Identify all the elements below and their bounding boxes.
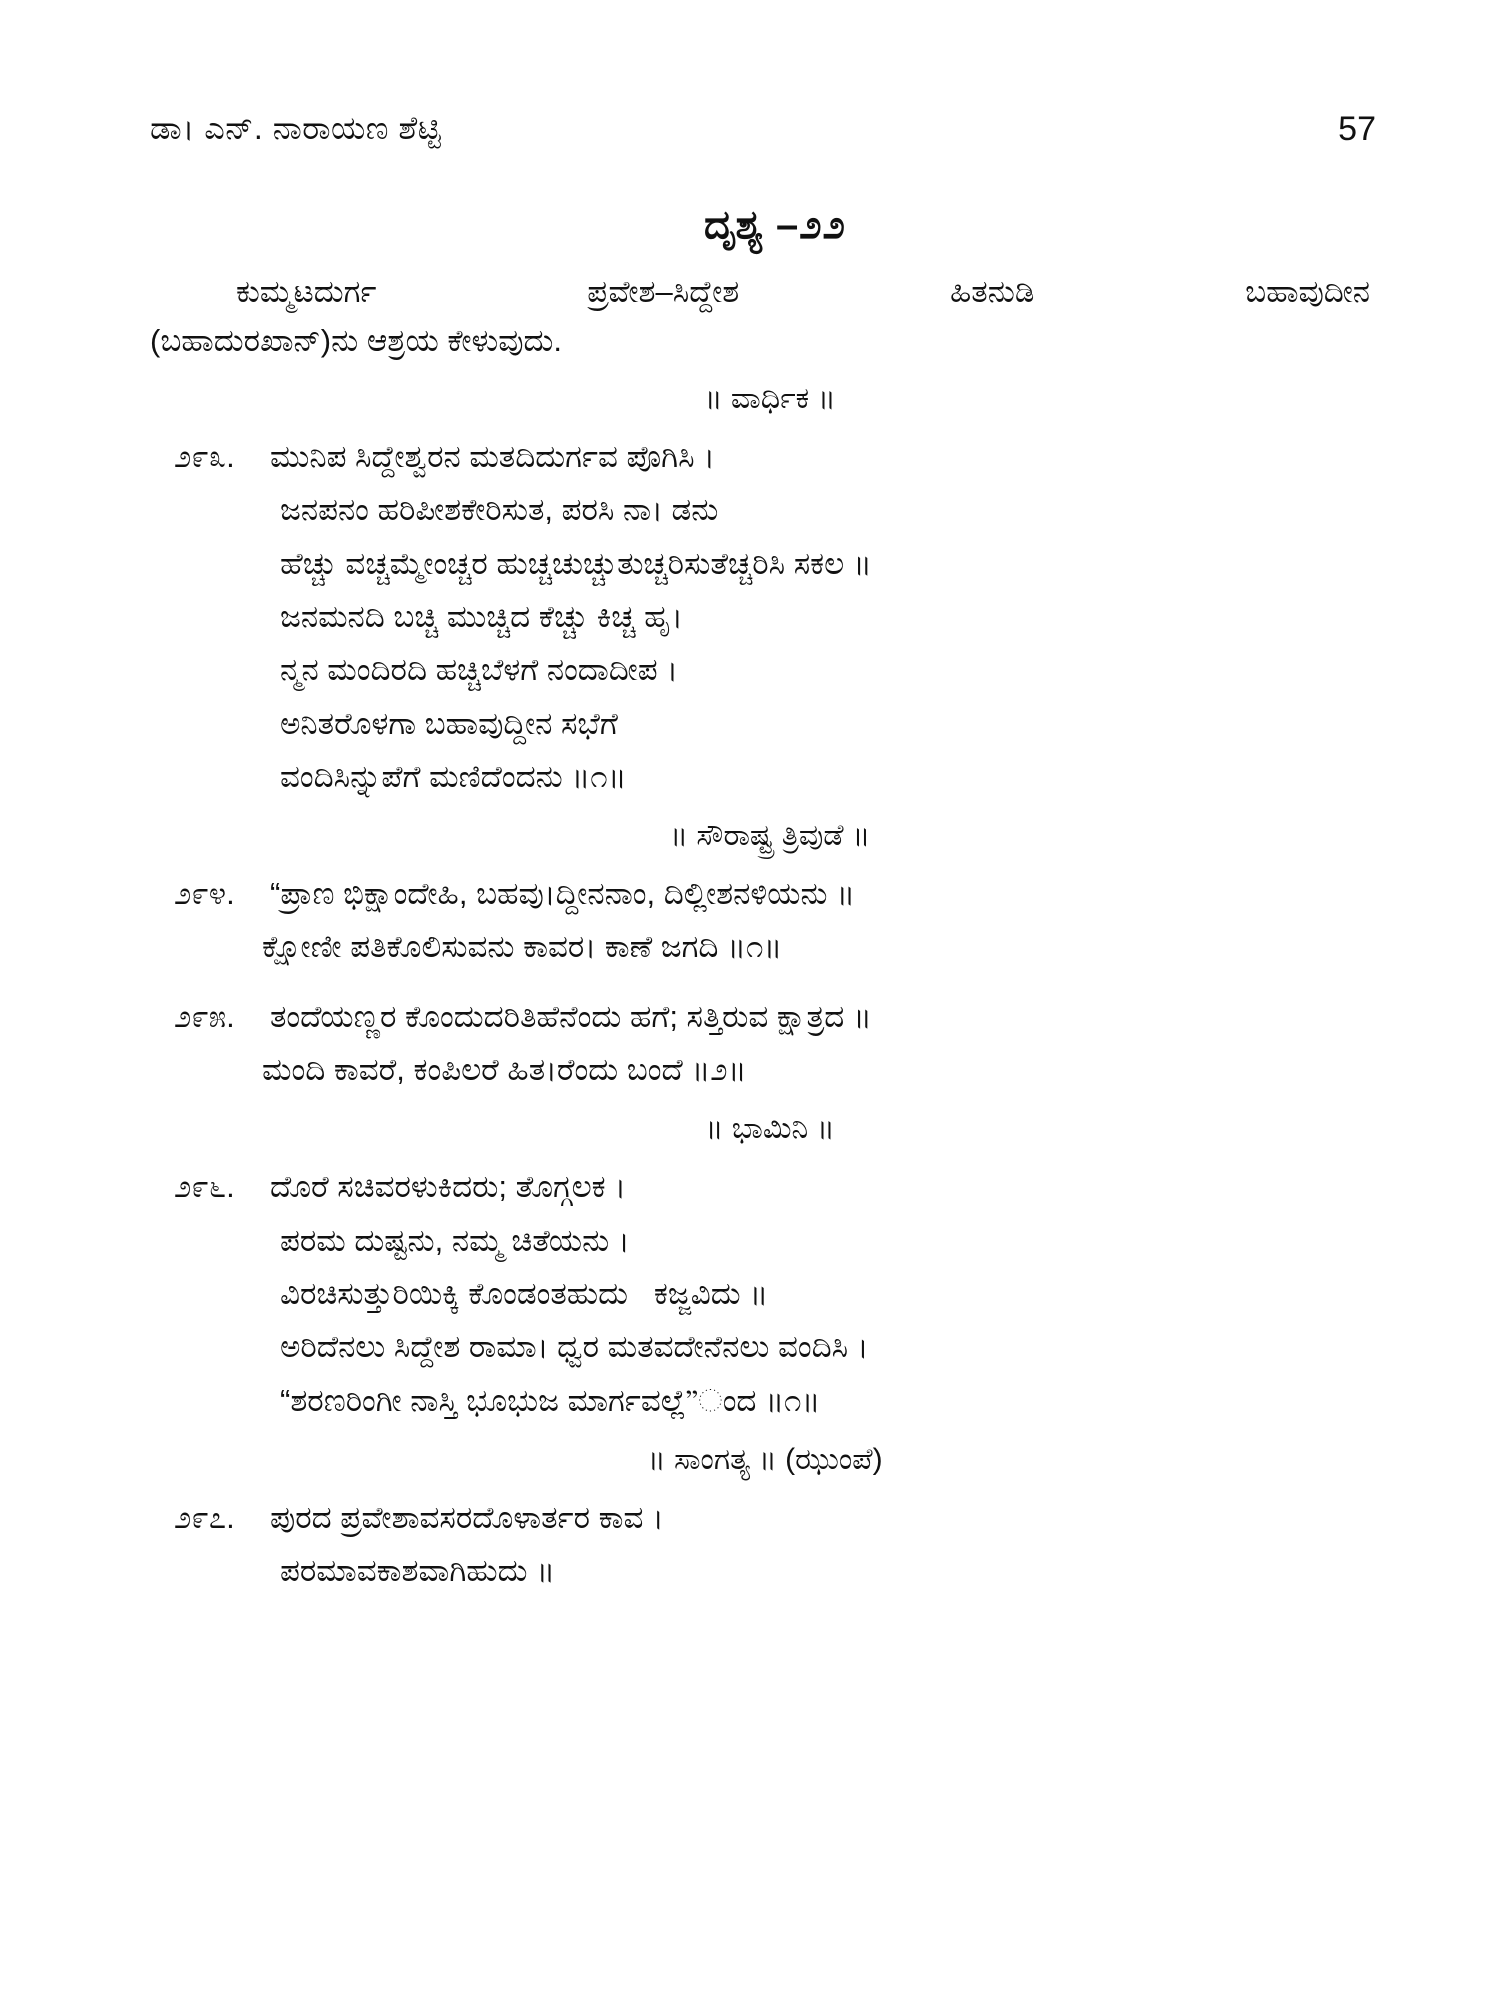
verse-296 [150,1160,1380,1427]
verse-line: ಪರಮಾವಕಾಶವಾಗಿಹುದು ॥ [280,1553,556,1589]
page-header [150,110,1380,149]
verse-text: ತಂದೆಯಣ್ಣರ ಕೊಂದುದರಿತಿಹೆನೆಂದು ಹಗೆ; ಸತ್ತಿರುವ ಕ್ಷಾತ್ರದ ॥ [270,998,872,1034]
verse-text: ಮುನಿಪ ಸಿದ್ದೇಶ್ವರನ ಮತದಿದುರ್ಗವ ಪೊಗಿಸಿ । [270,438,715,474]
intro-line-1 [150,268,1380,317]
verse-line [150,1160,1380,1213]
intro-word-1: ಕುಮ್ಮಟದುರ್ಗ [236,274,377,309]
metre-heading-sangatya: ॥ ಸಾಂಗತ್ಯ ॥ (ಝುಂಪೆ) [647,1442,883,1476]
intro-word-4: ಬಹಾವುದೀನ [1245,274,1370,309]
intro-paragraph [150,268,1380,366]
verse-line: ಕ್ಷೋಣೀ ಪತಿಕೊಲಿಸುವನು ಕಾವರ। ಕಾಣೆ ಜಗದಿ ॥೧॥ [262,929,783,965]
verse-line: ಹೆಚ್ಚು ವಚ್ಚಮ್ಮೇಂಚ್ಚರ ಹುಚ್ಚಚುಚ್ಚುತುಚ್ಚರಿಸುತೆಚ್ಚರಿಸಿ ಸಕಲ ॥ [280,545,872,581]
verse-line: ಜನಮನದಿ ಬಚ್ಚಿ ಮುಚ್ಚಿದ ಕೆಚ್ಚು ಕಿಚ್ಚ ಹೃ। [280,598,683,634]
verse-line: ಅನಿತರೊಳಗಾ ಬಹಾವುದ್ದೀನ ಸಭೆಗೆ [280,705,618,741]
verse-line: “ಶರಣರಿಂಗೀ ನಾಸ್ತಿ ಭೂಭುಜ ಮಾರ್ಗವಲ್ಲೆ”ಂದ ॥೧॥ [280,1382,821,1418]
author-name: ಡಾ। ಎನ್. ನಾರಾಯಣ ಶೆಟ್ಟಿ [150,110,442,146]
intro-word-2: ಪ್ರವೇಶ–ಸಿದ್ದೇಶ [587,274,740,309]
verse-text: ದೊರೆ ಸಚಿವರಳುಕಿದರು; ತೊಗ್ಗಲಕ । [270,1169,627,1205]
verse-line: ವಿರಚಿಸುತ್ತುರಿಯಿಕ್ಕಿ ಕೊಂಡಂತಹುದು ಕಜ್ಜವಿದು ॥ [280,1276,769,1311]
metre-heading-bhamini: ॥ ಭಾಮಿನಿ ॥ [705,1112,835,1146]
verse-number: ೨೯೪. [174,876,235,912]
metre-heading-saurashtra: ॥ ಸೌರಾಷ್ಟ್ರ ತ್ರಿವುಡೆ ॥ [669,819,871,853]
verse-line [150,990,1380,1043]
page-number: 57 [1338,110,1376,148]
verse-line [150,1491,1380,1544]
verse-line [150,430,1380,483]
verse-number: ೨೯೫. [174,998,235,1034]
verse-297 [150,1491,1380,1598]
scene-title: ದೃಶ್ಯ –೨೨ [703,203,847,247]
intro-line-2: (ಬಹಾದುರಖಾನ್)ನು ಆಶ್ರಯ ಕೇಳುವುದು. [150,322,562,358]
spacer [150,980,1380,990]
verse-number: ೨೯೬. [174,1169,235,1205]
verse-line [150,867,1380,920]
metre-heading-vardhika: ॥ ವಾರ್ಧಿಕ ॥ [704,381,836,415]
verse-text: “ಪ್ರಾಣ ಭಿಕ್ಷಾಂದೇಹಿ, ಬಹವು।ದ್ದೀನನಾಂ, ದಿಲ್ಲೀಶನಳಿಯನು ॥ [270,876,856,912]
verse-line: ಪರಮ ದುಷ್ಟನು, ನಮ್ಮ ಚಿತೆಯನು । [280,1222,630,1258]
intro-word-3: ಹಿತನುಡಿ [950,274,1035,309]
verse-line: ಅರಿದೆನಲು ಸಿದ್ದೇಶ ರಾಮಾ। ಧ್ವರ ಮತವದೇನೆನಲು ವಂದಿಸಿ । [280,1329,869,1365]
verse-number: ೨೯೩. [174,438,235,474]
verse-text: ಪುರದ ಪ್ರವೇಶಾವಸರದೊಳಾರ್ತರ ಕಾವ । [270,1499,664,1535]
verse-line: ಜನಪನಂ ಹರಿಪೀಶಕೇರಿಸುತ, ಪರಸಿ ನಾ। ಡನು [280,492,719,528]
verse-line: ಮಂದಿ ಕಾವರೆ, ಕಂಪಿಲರೆ ಹಿತ।ರೆಂದು ಬಂದೆ ॥೨॥ [262,1052,747,1088]
verse-number: ೨೯೭. [174,1499,235,1535]
verse-295 [150,990,1380,1097]
verse-line: ವಂದಿಸಿನ್ನುಪೆಗೆ ಮಣಿದೆಂದನು ॥೧॥ [280,758,627,794]
verse-293 [150,430,1380,803]
verse-line: ನ್ಮನ ಮಂದಿರದಿ ಹಚ್ಚಿಬೆಳಗೆ ನಂದಾದೀಪ । [280,652,678,688]
verse-294 [150,867,1380,974]
